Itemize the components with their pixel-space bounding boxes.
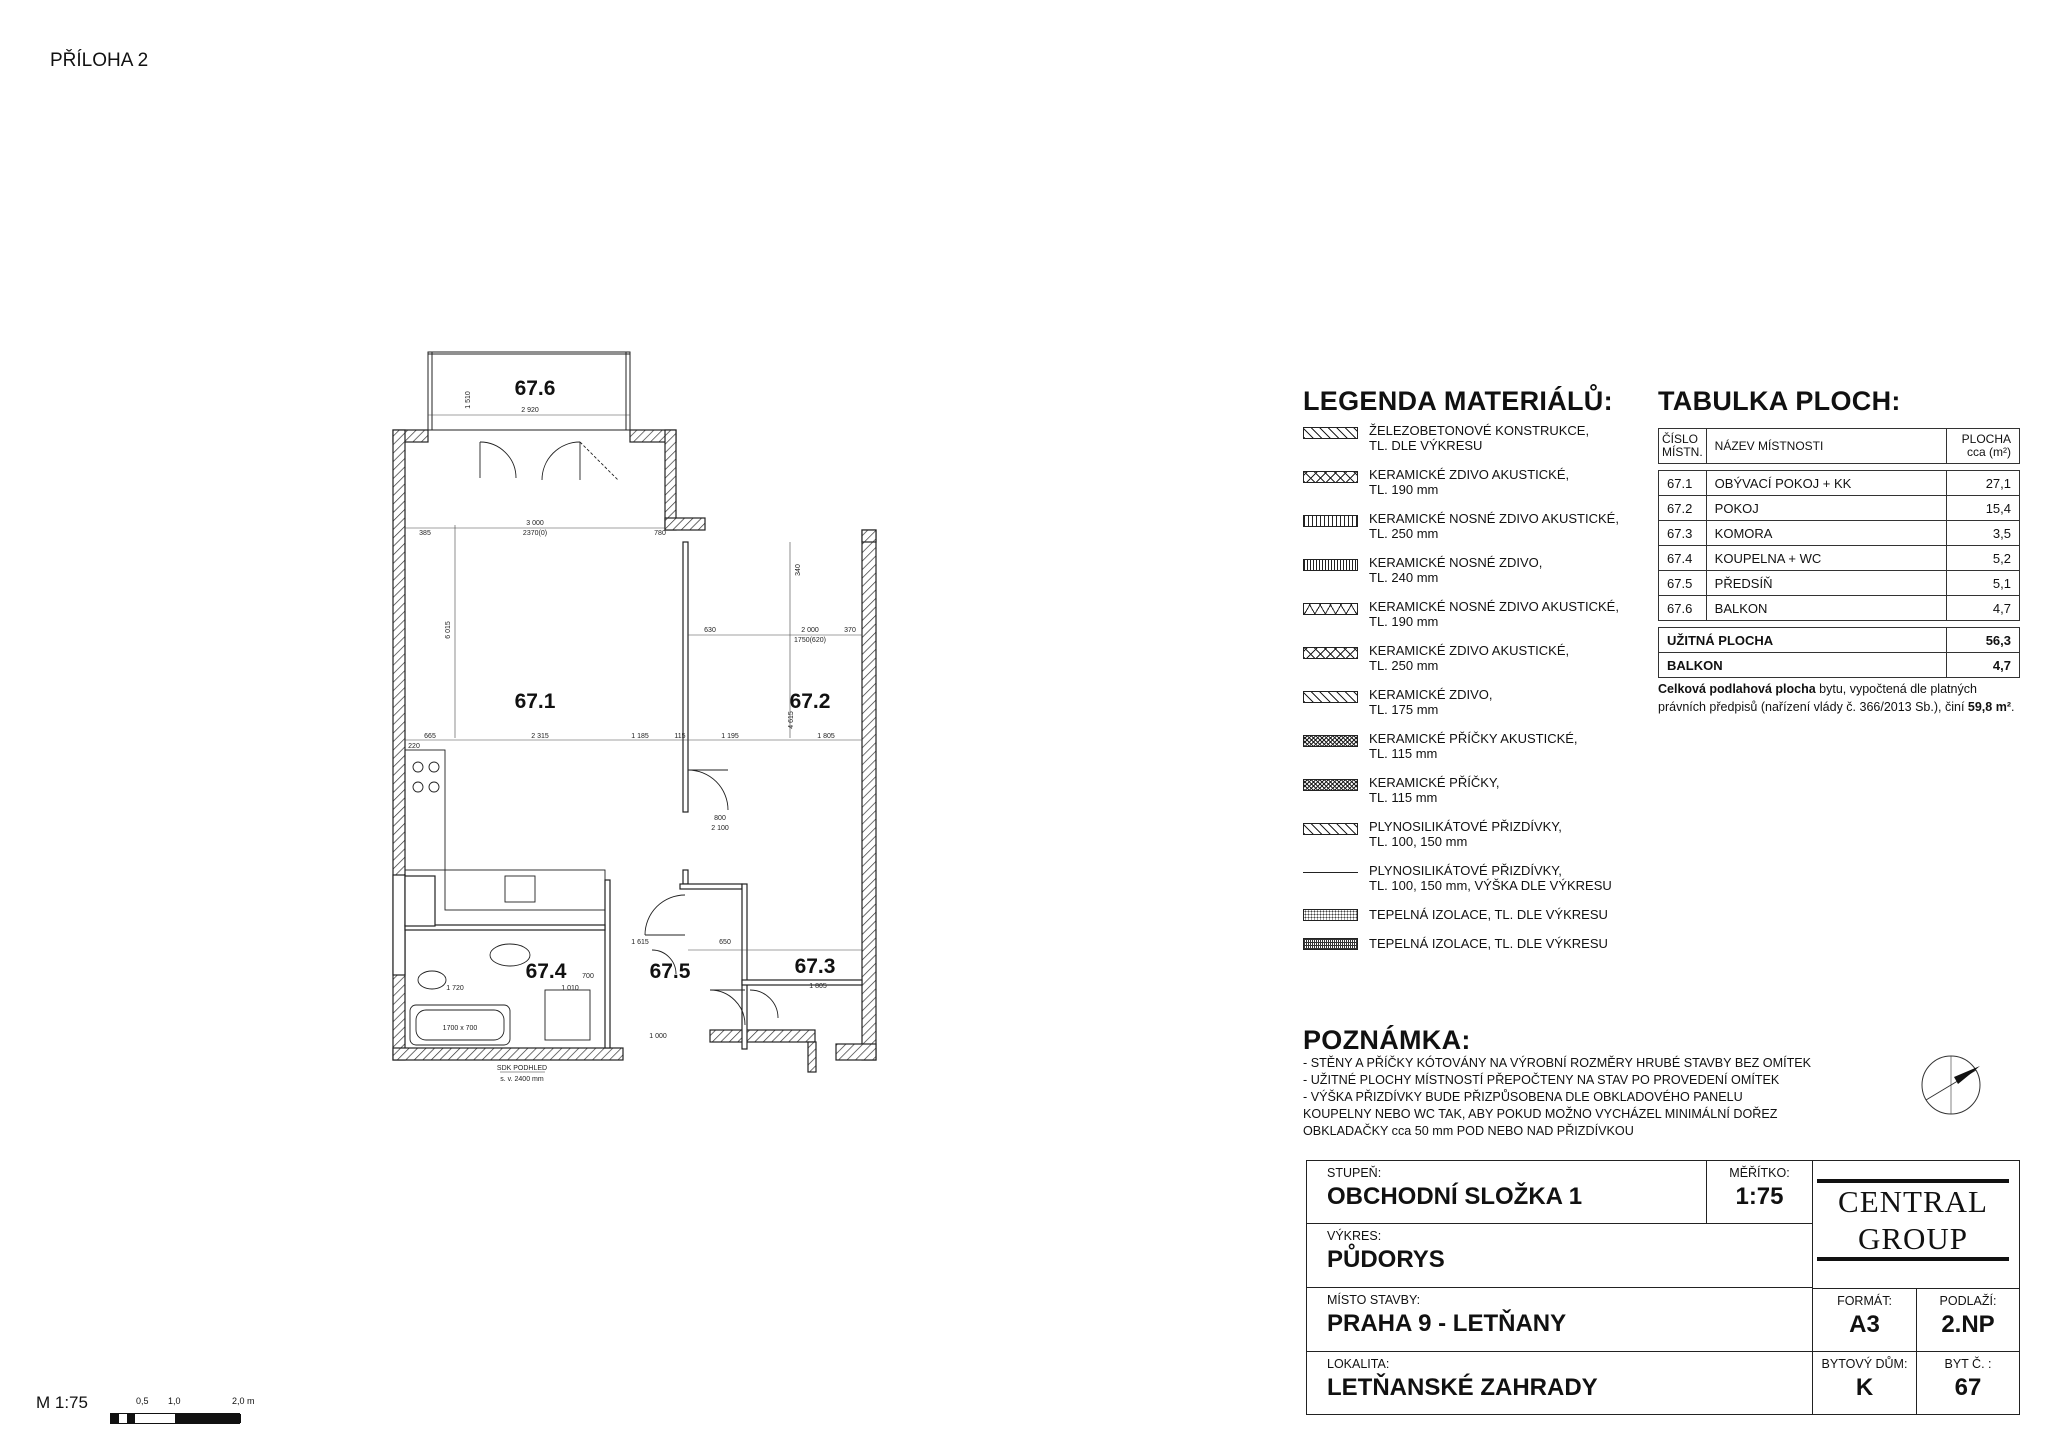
svg-text:340: 340 bbox=[795, 564, 802, 576]
legend-item: KERAMICKÉ ZDIVO AKUSTICKÉ, TL. 190 mm bbox=[1303, 467, 1643, 511]
svg-text:1750(620): 1750(620) bbox=[794, 637, 826, 644]
areas-title: TABULKA PLOCH: bbox=[1658, 386, 1901, 416]
locality-cell: LOKALITA: LETŇANSKÉ ZAHRADY bbox=[1307, 1352, 1813, 1414]
svg-text:2 100: 2 100 bbox=[711, 825, 729, 832]
wall-bottom-right bbox=[836, 1044, 876, 1060]
format-cell: FORMÁT: A3 bbox=[1813, 1288, 1917, 1352]
svg-text:1 510: 1 510 bbox=[465, 391, 472, 409]
legend-item: KERAMICKÉ NOSNÉ ZDIVO AKUSTICKÉ, TL. 250 mm bbox=[1303, 511, 1643, 555]
shower bbox=[545, 990, 590, 1040]
house-cell: BYTOVÝ DŮM: K bbox=[1813, 1352, 1917, 1414]
legend-item: TEPELNÁ IZOLACE, TL. DLE VÝKRESU bbox=[1303, 907, 1643, 936]
floor-cell: PODLAŽÍ: 2.NP bbox=[1917, 1288, 2019, 1352]
useful-area-row: UŽITNÁ PLOCHA 56,3 bbox=[1659, 628, 2020, 653]
legend-item: KERAMICKÉ NOSNÉ ZDIVO AKUSTICKÉ, TL. 190 mm bbox=[1303, 599, 1643, 643]
wall-right-top bbox=[862, 530, 876, 542]
table-row: 67.6 BALKON 4,7 bbox=[1659, 596, 2020, 621]
drawing-cell: VÝKRES: PŮDORYS bbox=[1307, 1224, 1813, 1288]
washbasin bbox=[490, 944, 530, 966]
partition-post bbox=[683, 870, 688, 884]
room-label-67-1: 67.1 bbox=[514, 690, 556, 713]
wall-left-window bbox=[393, 875, 405, 975]
note-line: - UŽITNÉ PLOCHY MÍSTNOSTÍ PŘEPOČTENY NA STAV PO PROVEDENÍ OMÍTEK bbox=[1303, 1073, 1780, 1087]
svg-text:4 615: 4 615 bbox=[788, 711, 795, 729]
notes-list bbox=[1303, 1055, 1863, 1140]
north-arrow-icon bbox=[1918, 1052, 1984, 1118]
note-line: - VÝŠKA PŘIZDÍVKY BUDE PŘIZPŮSOBENA DLE OBKLADOVÉHO PANELU bbox=[1303, 1090, 1743, 1104]
svg-text:2 315: 2 315 bbox=[531, 733, 549, 740]
wall-step bbox=[665, 518, 705, 530]
svg-text:1 010: 1 010 bbox=[561, 985, 579, 992]
svg-text:1 805: 1 805 bbox=[817, 733, 835, 740]
sdk-note-1: SDK PODHLED bbox=[496, 1065, 548, 1072]
svg-text:1 615: 1 615 bbox=[631, 939, 649, 946]
svg-text:630: 630 bbox=[704, 627, 716, 634]
site-cell: MÍSTO STAVBY: PRAHA 9 - LETŇANY bbox=[1307, 1288, 1813, 1352]
room-label-67-4: 67.4 bbox=[525, 960, 567, 983]
area-table bbox=[1658, 428, 2020, 678]
scale-tick: 1,0 bbox=[168, 1396, 181, 1406]
scale-cell: MĚŘÍTKO: 1:75 bbox=[1707, 1161, 1813, 1224]
legend-list bbox=[1303, 423, 1643, 965]
room-label-67-2: 67.2 bbox=[789, 690, 831, 713]
table-row: 67.5 PŘEDSÍŇ 5,1 bbox=[1659, 571, 2020, 596]
partition-storage-top bbox=[742, 980, 862, 985]
legend-item: KERAMICKÉ NOSNÉ ZDIVO, TL. 240 mm bbox=[1303, 555, 1643, 599]
svg-text:3 000: 3 000 bbox=[526, 520, 544, 527]
table-row: 67.2 POKOJ 15,4 bbox=[1659, 496, 2020, 521]
svg-text:665: 665 bbox=[424, 733, 436, 740]
stage-cell: STUPEŇ: OBCHODNÍ SLOŽKA 1 bbox=[1307, 1161, 1707, 1224]
svg-text:2 920: 2 920 bbox=[521, 407, 539, 414]
scale-bar bbox=[110, 1413, 240, 1424]
company-logo: CENTRAL GROUP bbox=[1813, 1179, 2013, 1277]
legend-item: PLYNOSILIKÁTOVÉ PŘIZDÍVKY, TL. 100, 150 mm bbox=[1303, 819, 1643, 863]
partition-storage-left bbox=[742, 884, 747, 1049]
sdk-note-2: s. v. 2400 mm bbox=[500, 1076, 544, 1083]
svg-text:2370(0): 2370(0) bbox=[522, 530, 548, 537]
flat-cell: BYT Č. : 67 bbox=[1944, 1357, 1992, 1401]
legend-item: ŽELEZOBETONOVÉ KONSTRUKCE, TL. DLE VÝKRESU bbox=[1303, 423, 1643, 467]
svg-text:700: 700 bbox=[582, 973, 594, 980]
svg-text:385: 385 bbox=[419, 530, 431, 537]
legend-item: KERAMICKÉ PŘÍČKY AKUSTICKÉ, TL. 115 mm bbox=[1303, 731, 1643, 775]
scale-tick: 2,0 m bbox=[232, 1396, 255, 1406]
svg-text:800: 800 bbox=[714, 815, 726, 822]
dimension-texts bbox=[408, 391, 856, 1040]
svg-text:2 000: 2 000 bbox=[801, 627, 819, 634]
svg-text:1700 x 700: 1700 x 700 bbox=[442, 1025, 478, 1032]
svg-text:650: 650 bbox=[719, 939, 731, 946]
svg-text:1 195: 1 195 bbox=[721, 733, 739, 740]
svg-text:1 185: 1 185 bbox=[631, 733, 649, 740]
svg-text:1 000: 1 000 bbox=[649, 1033, 667, 1040]
wall-bottom-post bbox=[808, 1042, 816, 1072]
legend-item: TEPELNÁ IZOLACE, TL. DLE VÝKRESU bbox=[1303, 936, 1643, 965]
partitions bbox=[405, 542, 862, 1049]
room-label-67-5: 67.5 bbox=[649, 960, 691, 983]
room-label-67-3: 67.3 bbox=[794, 955, 836, 978]
svg-text:6 015: 6 015 bbox=[445, 621, 452, 639]
table-row: 67.3 KOMORA 3,5 bbox=[1659, 521, 2020, 546]
note-line: KOUPELNY NEBO WC TAK, ABY POKUD MOŽNO VYCHÁZEL MINIMÁLNÍ DOŘEZ bbox=[1303, 1107, 1778, 1121]
svg-text:780: 780 bbox=[654, 530, 666, 537]
legend-item: KERAMICKÉ ZDIVO, TL. 175 mm bbox=[1303, 687, 1643, 731]
notes-title: POZNÁMKA: bbox=[1303, 1025, 1471, 1055]
partition-67-1-67-2 bbox=[683, 542, 688, 812]
svg-text:220: 220 bbox=[408, 743, 420, 750]
title-block bbox=[1306, 1160, 2020, 1415]
note-line: - STĚNY A PŘÍČKY KÓTOVÁNY NA VÝROBNÍ ROZMĚRY HRUBÉ STAVBY BEZ OMÍTEK bbox=[1303, 1056, 1812, 1070]
svg-text:115: 115 bbox=[674, 733, 686, 740]
legend-title: LEGENDA MATERIÁLŮ: bbox=[1303, 386, 1613, 416]
partition-hall-top bbox=[680, 884, 742, 889]
room-label-67-6: 67.6 bbox=[514, 377, 556, 400]
scale-tick: 0,5 bbox=[136, 1396, 149, 1406]
legend-item: KERAMICKÉ ZDIVO AKUSTICKÉ, TL. 250 mm bbox=[1303, 643, 1643, 687]
wall-bottom-left bbox=[393, 1048, 623, 1060]
wall-right bbox=[862, 530, 876, 1060]
note-line: OBKLADAČKY cca 50 mm POD NEBO NAD PŘIZDÍVKOU bbox=[1303, 1124, 1634, 1138]
wall-right-upper bbox=[665, 430, 676, 530]
svg-text:370: 370 bbox=[844, 627, 856, 634]
table-row: 67.1 OBÝVACÍ POKOJ + KK 27,1 bbox=[1659, 471, 2020, 496]
legend-item: PLYNOSILIKÁTOVÉ PŘIZDÍVKY, TL. 100, 150 mm, VÝŠKA DLE VÝKRESU bbox=[1303, 863, 1643, 907]
table-row: 67.4 KOUPELNA + WC 5,2 bbox=[1659, 546, 2020, 571]
fridge-niche bbox=[405, 876, 435, 926]
floor-plan bbox=[380, 330, 930, 1110]
partition-bath-right bbox=[605, 880, 610, 1048]
svg-text:1 805: 1 805 bbox=[809, 983, 827, 990]
scale-label: M 1:75 bbox=[36, 1393, 88, 1412]
legend-item: KERAMICKÉ PŘÍČKY, TL. 115 mm bbox=[1303, 775, 1643, 819]
total-area-note: Celková podlahová plocha bytu, vypočtená dle platných právních předpisů (nařízení vlády č. 366/2013 Sb.), činí 59,8 m². bbox=[1658, 682, 2015, 714]
area-table-header: ČÍSLO MÍSTN. NÁZEV MÍSTNOSTI PLOCHA cca (m²) bbox=[1659, 429, 2020, 464]
wall-bottom-mid bbox=[710, 1030, 815, 1042]
balcony-area-row: BALKON 4,7 bbox=[1659, 653, 2020, 678]
toilet bbox=[418, 971, 446, 989]
annex-label: PŘÍLOHA 2 bbox=[50, 50, 149, 71]
svg-text:1 720: 1 720 bbox=[446, 985, 464, 992]
